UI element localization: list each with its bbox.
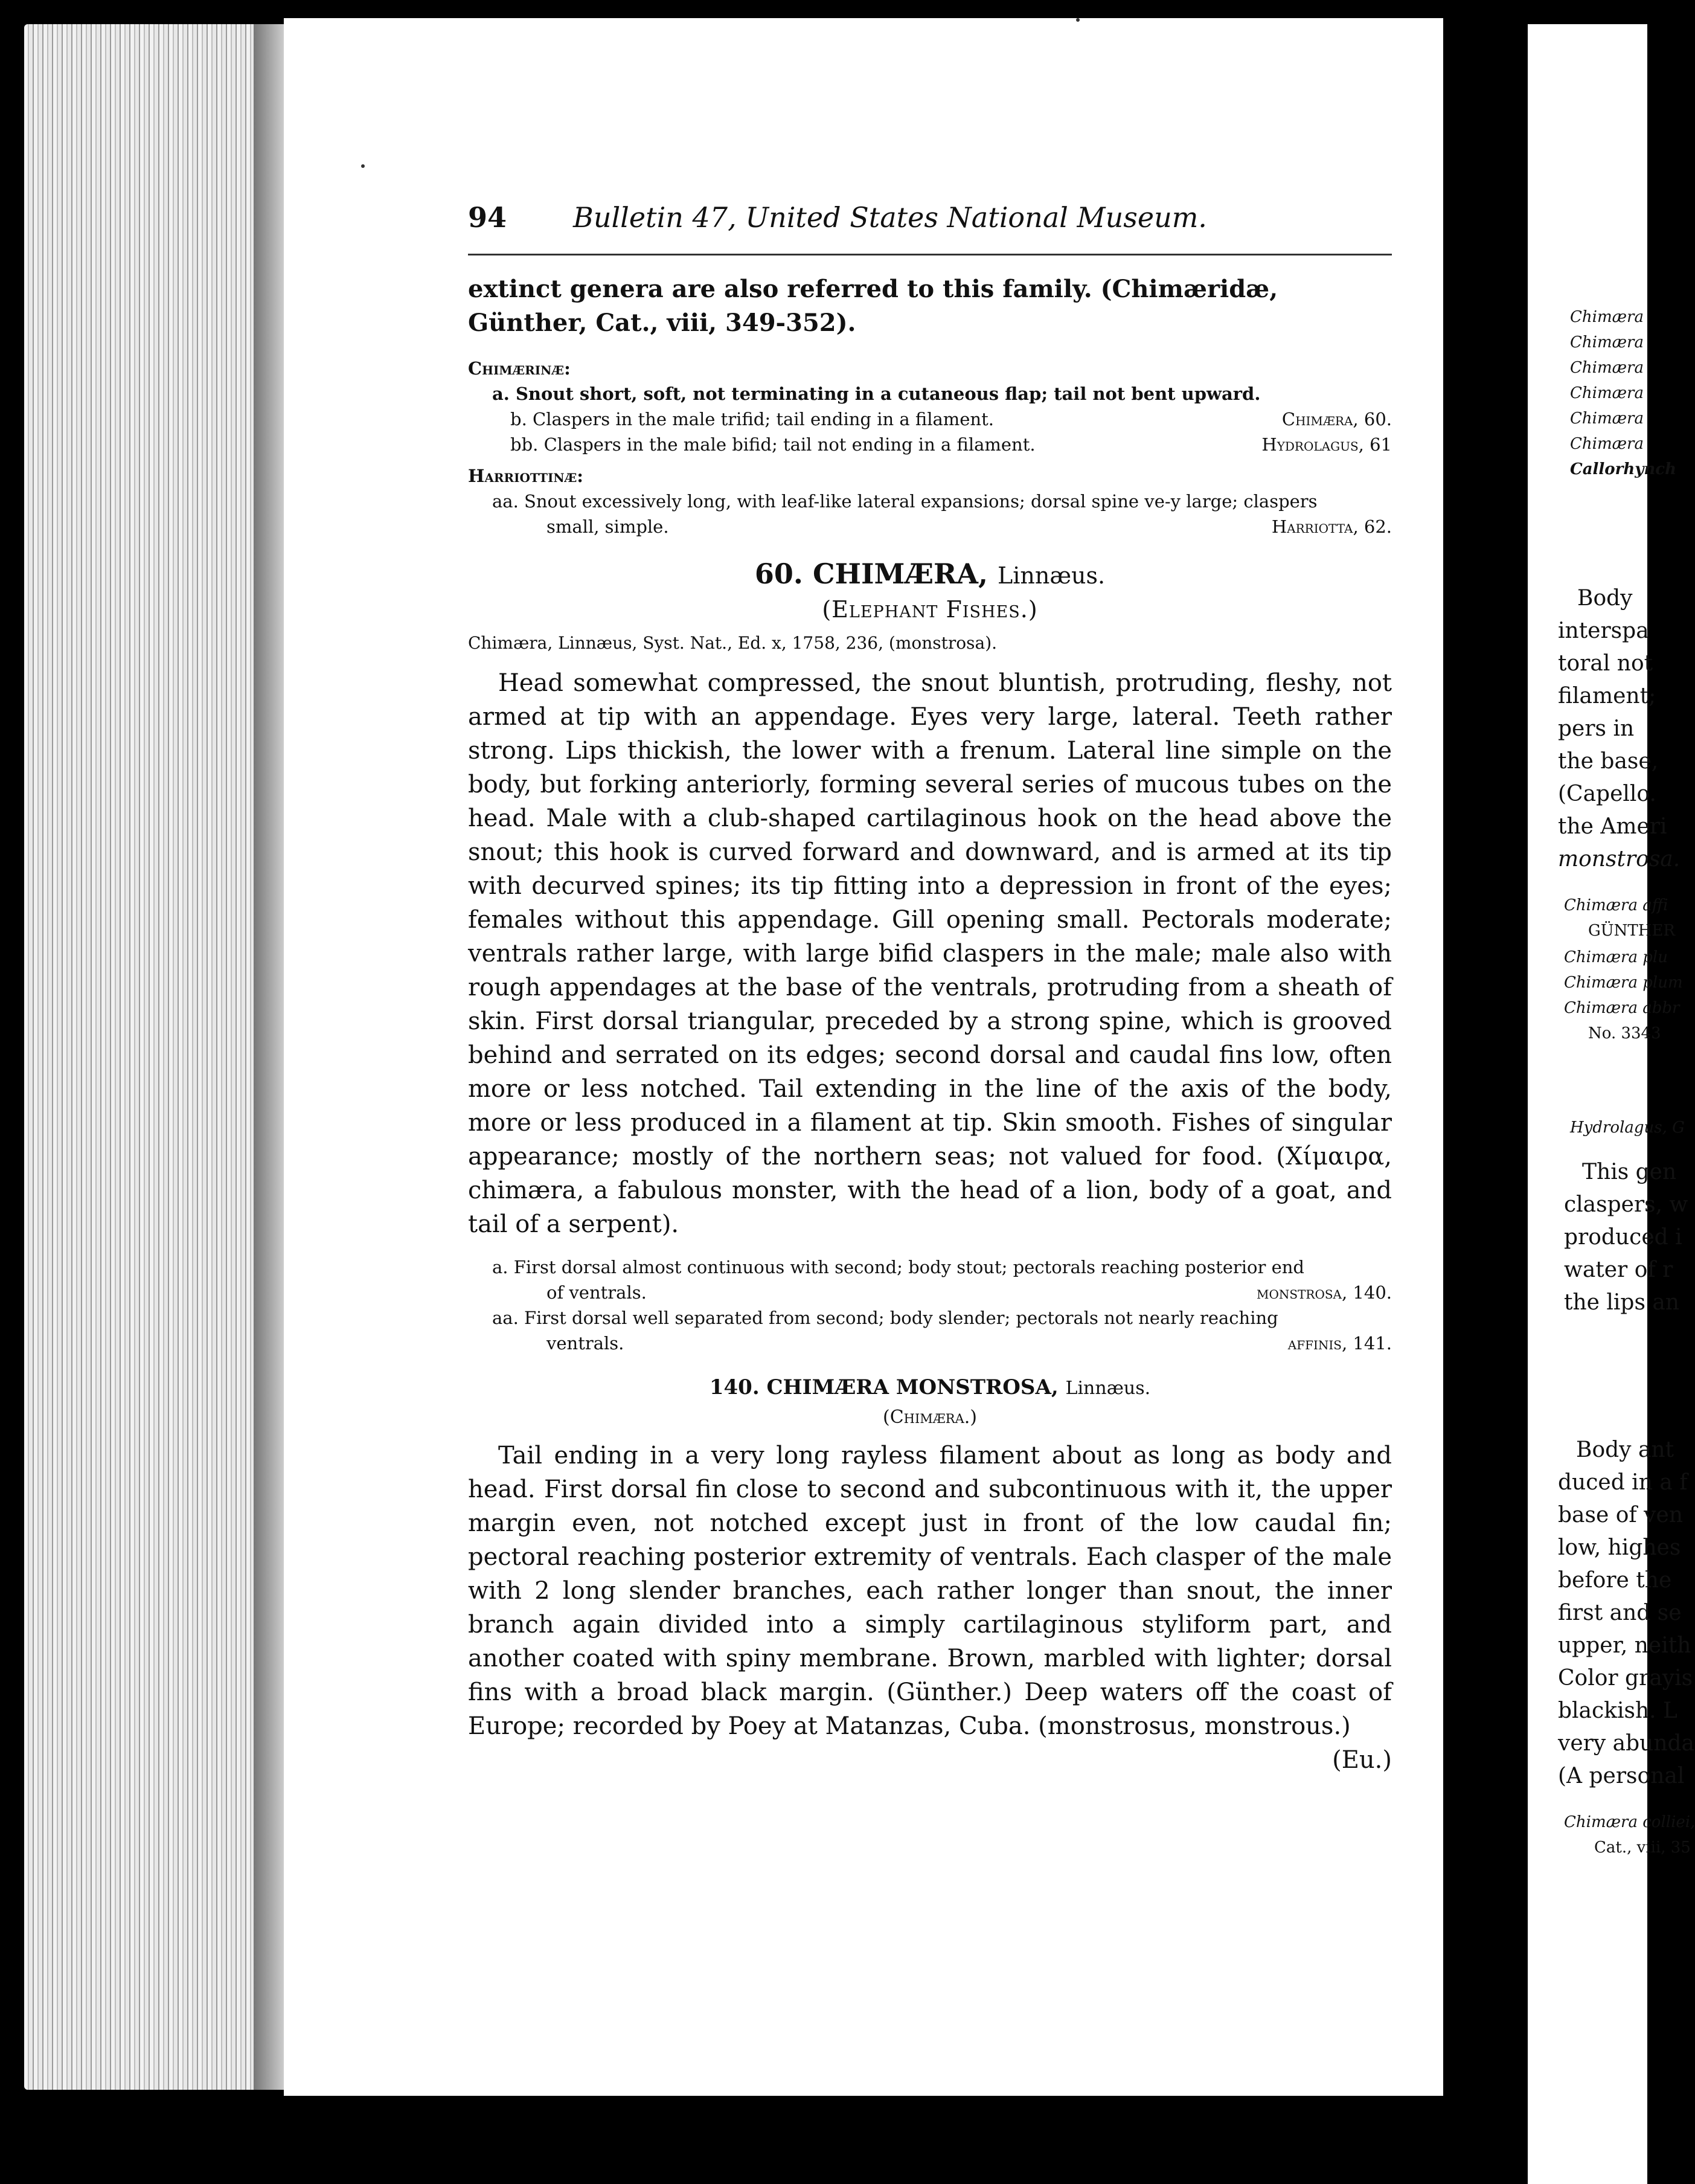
right-page-line: No. 3343 (1588, 1024, 1661, 1042)
species-key-a-ref: monstrosa, 140. (1256, 1282, 1392, 1303)
running-title: Bulletin 47, United States National Museum. (573, 201, 1207, 234)
scan-speck (1076, 18, 1080, 22)
genus-description: Head somewhat compressed, the snout bluntish, protruding, fleshy, not armed at tip with an appendage. Eyes very large, lateral. Teeth rather strong. Lips thickish, the lower with a frenum. Lateral line simple on the body, but forking anteriorly, forming several series of mucous tubes on the head. Male with a club-shaped cartilaginous hook on the head above the snout; this hook is curved forward and downward, and is armed at its tip with decurved spines; its tip fitting into a depression in front of the eyes; females without this appendage. Gill opening small. Pectorals moderate; ventrals rather large, with large bifid claspers in the male; male also with rough appendages at the base of the ventrals, protruding from a sheath of skin. First dorsal triangular, preceded by a strong spine, which is grooved behind and serrated on its edges; second dorsal and caudal fins low, often more or less notched. Tail extending in the line of the axis of the body, more or less produced in a filament at tip. Skin smooth. Fishes of singular appearance; mostly of the northern seas; not valued for food. (Χίμαιρα, chimæra, a fabulous monster, with the head of a lion, body of a goat, and tail of a serpent). (468, 669, 1392, 1238)
species-key (468, 1254, 1392, 1356)
key-entry-b-ref: Chimæra, 60. (1281, 409, 1392, 429)
species-key-a-line1: a. First dorsal almost continuous with second; body stout; pectorals reaching posterior end (492, 1257, 1304, 1277)
right-page-line: Chimæra (1570, 435, 1644, 453)
right-page-line: water of r (1564, 1257, 1673, 1282)
right-page-line: Chimæra (1570, 359, 1644, 377)
right-page-line: Chimæra plu (1564, 948, 1668, 966)
right-page-line: Chimæra colliei, (1564, 1813, 1695, 1831)
right-page-line: Chimæra plum (1564, 974, 1683, 992)
right-page-line: the base, (1558, 749, 1659, 774)
right-page-line: upper, neith (1558, 1633, 1691, 1658)
right-page-line: first and se (1558, 1601, 1682, 1625)
species-description: Tail ending in a very long rayless filament about as long as body and head. First dorsal fin close to second and subcontinuous with it, the upper margin even, not notched except just in front of the low caudal fin; pectoral reaching posterior extremity of ventrals. Each clasper of the male with 2 long slender branches, each rather longer than snout, the inner branch again divided into a simply cartilaginous styliform part, and another coated with spiny membrane. Brown, marbled with lighter; dorsal fins with a broad black margin. (Günther.) Deep waters off the coast of Europe; recorded by Poey at Matanzas, Cuba. (monstrosus, monstrous.) (468, 1442, 1392, 1740)
key-heading-harriottinae: Harriottinæ: (468, 466, 584, 486)
right-page-line: blackish. L (1558, 1698, 1677, 1723)
species-common-name: (Chimæra.) (882, 1407, 977, 1428)
species-heading (468, 1375, 1392, 1399)
right-page-line: Color grayis (1558, 1666, 1693, 1691)
key-entry-bb-text: bb. Claspers in the male bifid; tail not ending in a filament. (510, 434, 1036, 455)
right-page-line: Chimæra (1570, 384, 1644, 402)
right-page-line: Body ant (1576, 1437, 1674, 1462)
page-number: 94 (468, 201, 507, 234)
right-page-line: Callorhynch (1570, 460, 1676, 478)
right-page-line: filament; (1558, 684, 1656, 708)
right-page-line: low, highes (1558, 1535, 1681, 1560)
genus-name: 60. CHIMÆRA, (754, 557, 988, 590)
right-page-line: produced i (1564, 1225, 1682, 1250)
species-key-a-line2: of ventrals. (546, 1282, 647, 1303)
species-key-aa-line1: aa. First dorsal well separated from second; body slender; pectorals not nearly reaching (492, 1308, 1278, 1328)
right-page-line: base of ven (1558, 1503, 1683, 1527)
right-page-line: claspers, w (1564, 1192, 1688, 1217)
page-content (468, 199, 1392, 1777)
genus-author: Linnæus. (997, 562, 1106, 589)
page-edges (24, 24, 272, 2090)
right-page-line: Hydrolagus, G (1570, 1119, 1685, 1137)
genus-heading (468, 557, 1392, 590)
species-key-aa-ref: affinis, 141. (1287, 1333, 1392, 1354)
right-page-line: This gen (1582, 1160, 1677, 1184)
right-page-line: Cat., viii, 35 (1594, 1839, 1691, 1857)
key-heading-chimaerinae: Chimærinæ: (468, 358, 571, 379)
genus-common-name: (Elephant Fishes.) (822, 596, 1038, 623)
species-key-aa-line2: ventrals. (546, 1333, 624, 1354)
key-entry-aa (468, 514, 1392, 539)
right-page-line: Chimæra (1570, 410, 1644, 428)
genus-synonymy: Chimæra, Linnæus, Syst. Nat., Ed. x, 1758, 236, (monstrosa). (468, 633, 998, 653)
right-page (1528, 24, 1695, 2184)
right-page-line: very abunda (1558, 1731, 1695, 1756)
right-page-line: Body (1577, 586, 1633, 611)
key-entry-bb-ref: Hydrolagus, 61 (1261, 434, 1392, 455)
right-page-line: Chimæra (1570, 308, 1644, 326)
intro-paragraph: extinct genera are also referred to this family. (Chimæridæ, Günther, Cat., viii, 349-352). (468, 275, 1278, 337)
running-header (468, 199, 1392, 242)
key-entry-aa-ref: Harriotta, 62. (1271, 516, 1392, 537)
scan-speck (361, 164, 365, 168)
right-page-line: before the (1558, 1568, 1672, 1593)
right-page-line: Chimæra abbr (1564, 999, 1680, 1017)
right-page-line: monstrosa. (1558, 847, 1681, 872)
right-page-line: (A personal (1558, 1764, 1685, 1788)
right-page-line: pers in (1558, 716, 1635, 741)
right-page-line: duced in a f (1558, 1470, 1688, 1495)
right-page-line: the Ameri (1558, 814, 1667, 839)
key-entry-a: a. Snout short, soft, not terminating in a cutaneous flap; tail not bent upward. (492, 384, 1261, 404)
key-entry-aa-line2: small, simple. (546, 516, 669, 537)
key-entry-bb (468, 432, 1392, 457)
right-page-line: (Capello. (1558, 782, 1656, 806)
right-page-line: interspa (1558, 618, 1649, 643)
right-page-line: toral not (1558, 651, 1653, 676)
header-rule (468, 254, 1392, 255)
right-page-line: the lips an (1564, 1290, 1680, 1315)
book-gutter (1443, 0, 1528, 2184)
key-entry-aa-line1: aa. Snout excessively long, with leaf-like lateral expansions; dorsal spine ve-y large; claspers (492, 491, 1318, 512)
left-page (284, 18, 1443, 2096)
species-name: 140. CHIMÆRA MONSTROSA, (709, 1375, 1059, 1399)
right-page-line: GÜNTHER (1588, 922, 1676, 940)
species-key-aa (468, 1331, 1392, 1356)
right-page-line: Chimæra (1570, 333, 1644, 352)
key-entry-b-text: b. Claspers in the male trifid; tail ending in a filament. (510, 409, 994, 429)
species-key-a (468, 1280, 1392, 1305)
key-entry-b (468, 406, 1392, 432)
right-page-line: Chimæra affi (1564, 896, 1668, 914)
family-key (468, 356, 1392, 539)
species-author: Linnæus. (1065, 1378, 1151, 1399)
species-region: (Eu.) (1332, 1746, 1392, 1774)
